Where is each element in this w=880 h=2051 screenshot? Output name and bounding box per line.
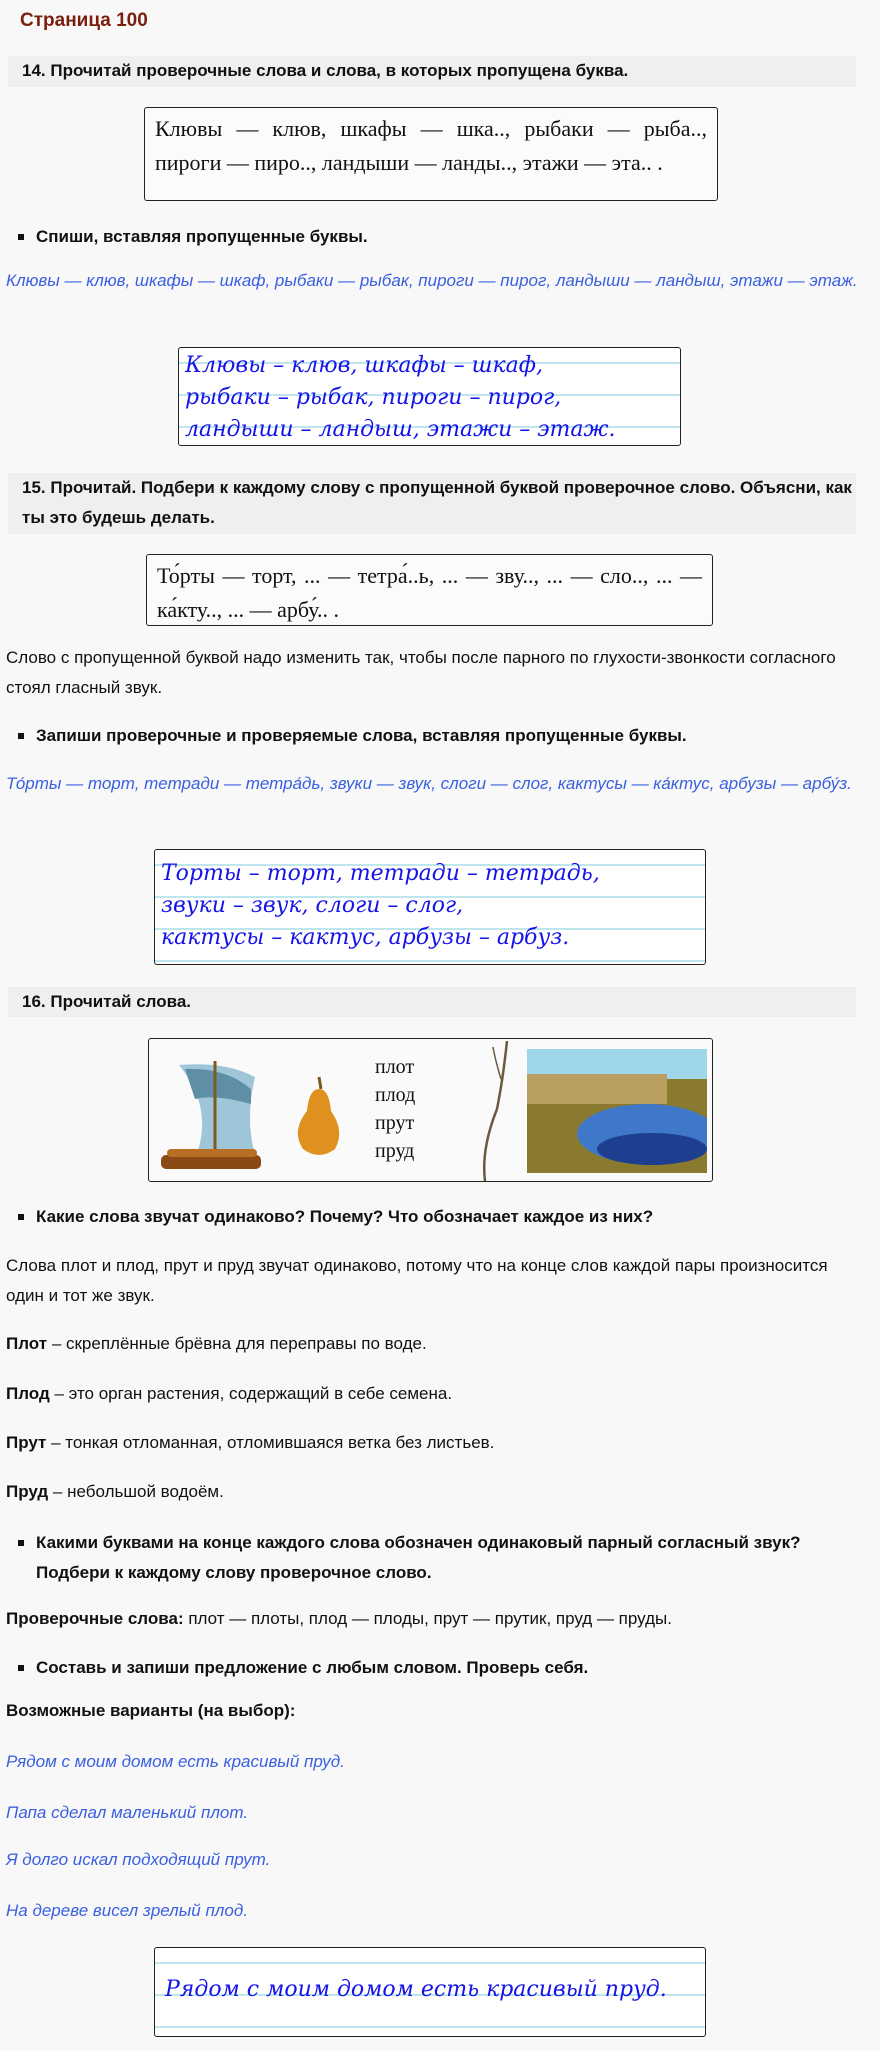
- exercise-16-picture-box: [148, 1038, 713, 1182]
- hand-line: ландыши – ландыш, этажи – этаж.: [185, 417, 616, 442]
- exercise-15-task: Запиши проверочные и проверяемые слова, вставляя пропущенные буквы.: [14, 721, 856, 751]
- hand-line: Рядом с моим домом есть красивый пруд.: [165, 1977, 667, 2002]
- check-words: [6, 1604, 866, 1634]
- exercise-16-heading: 16. Прочитай слова.: [8, 987, 856, 1017]
- term: Плот: [6, 1334, 48, 1353]
- exercise-14-textbook-box: Клювы — клюв, шкафы — шка.., рыбаки — рыба.., пироги — пиро.., ландыши — ланды.., этажи — эта.. .: [144, 107, 718, 201]
- pond-photo: [527, 1049, 707, 1173]
- term: Прут: [6, 1433, 47, 1452]
- raft-icon: [155, 1059, 265, 1174]
- hand-line: Торты – торт, тетради – тетрадь,: [161, 861, 600, 886]
- definition: – небольшой водоём.: [48, 1482, 224, 1501]
- word: плод: [375, 1084, 416, 1106]
- variant: Рядом с моим домом есть красивый пруд.: [6, 1752, 345, 1771]
- definition: – тонкая отломанная, отломившаяся ветка без листьев.: [46, 1433, 495, 1452]
- exercise-14-task: Спиши, вставляя пропущенные буквы.: [14, 222, 856, 252]
- definition-plot: [6, 1329, 866, 1359]
- hand-line: рыбаки – рыбак, пироги – пирог,: [185, 385, 562, 410]
- exercise-14-handwriting: [178, 347, 681, 446]
- definition: – скреплённые брёвна для переправы по воде.: [47, 1334, 427, 1353]
- exercise-16-handwriting: [154, 1947, 706, 2037]
- exercise-15-handwriting: [154, 849, 706, 965]
- word: прут: [375, 1112, 415, 1134]
- exercise-16-task-2: Какими буквами на конце каждого слова обозначен одинаковый парный согласный звук? Подбери к каждому слову проверочное слово.: [14, 1528, 836, 1588]
- exercise-15-textbook-box: То́рты — торт, ... — тетра́..ь, ... — зву.., ... — сло.., ... — ка́кту.., ... — арбу́.. .: [146, 554, 713, 626]
- exercise-16-task-1: Какие слова звучат одинаково? Почему? Что обозначает каждое из них?: [14, 1202, 856, 1232]
- term: Пруд: [6, 1482, 49, 1501]
- exercise-16-answer-1: Слова плот и плод, прут и пруд звучат одинаково, потому что на конце слов каждой пары произносится один и тот же звук.: [6, 1256, 828, 1305]
- exercise-15-explanation: Слово с пропущенной буквой надо изменить так, чтобы после парного по глухости-звонкости согласного стоял гласный звук.: [6, 648, 836, 697]
- definition: – это орган растения, содержащий в себе семена.: [49, 1384, 453, 1403]
- variant: На дереве висел зрелый плод.: [6, 1901, 248, 1920]
- page-title: Страница 100: [20, 10, 148, 31]
- word: плот: [375, 1056, 415, 1078]
- hand-line: кактусы – кактус, арбузы – арбуз.: [161, 925, 570, 950]
- exercise-15-answer: То́рты — торт, тетради — тетра́дь, звуки — звук, слоги — слог, кактусы — ка́ктус, арбузы — арбу́з.: [6, 774, 852, 793]
- word-list: [375, 1053, 415, 1165]
- check-label: Проверочные слова:: [6, 1609, 184, 1628]
- exercise-14-answer: Клювы — клюв, шкафы — шкаф, рыбаки — рыбак, пироги — пирог, ландыши — ландыш, этажи — этаж.: [6, 271, 858, 290]
- variant: Папа сделал маленький плот.: [6, 1803, 249, 1822]
- variants-label: Возможные варианты (на выбор):: [6, 1701, 296, 1720]
- definition-prut: [6, 1428, 866, 1458]
- definition-prud: [6, 1477, 866, 1507]
- exercise-16-task-3: Составь и запиши предложение с любым словом. Проверь себя.: [14, 1653, 856, 1683]
- pear-icon: [289, 1071, 349, 1161]
- check-text: плот — плоты, плод — плоды, прут — прутик, пруд — пруды.: [183, 1609, 672, 1628]
- hand-line: Клювы – клюв, шкафы – шкаф,: [185, 353, 543, 378]
- definition-plod: [6, 1379, 866, 1409]
- exercise-15-heading: 15. Прочитай. Подбери к каждому слову с пропущенной буквой проверочное слово. Объясни, как ты это будешь делать.: [8, 473, 856, 534]
- term: Плод: [6, 1384, 50, 1403]
- exercise-14-heading: 14. Прочитай проверочные слова и слова, в которых пропущена буква.: [8, 56, 856, 87]
- twig-icon: [467, 1039, 517, 1181]
- hand-line: звуки – звук, слоги – слог,: [161, 893, 464, 918]
- variant: Я долго искал подходящий прут.: [6, 1850, 271, 1869]
- word: пруд: [375, 1140, 415, 1162]
